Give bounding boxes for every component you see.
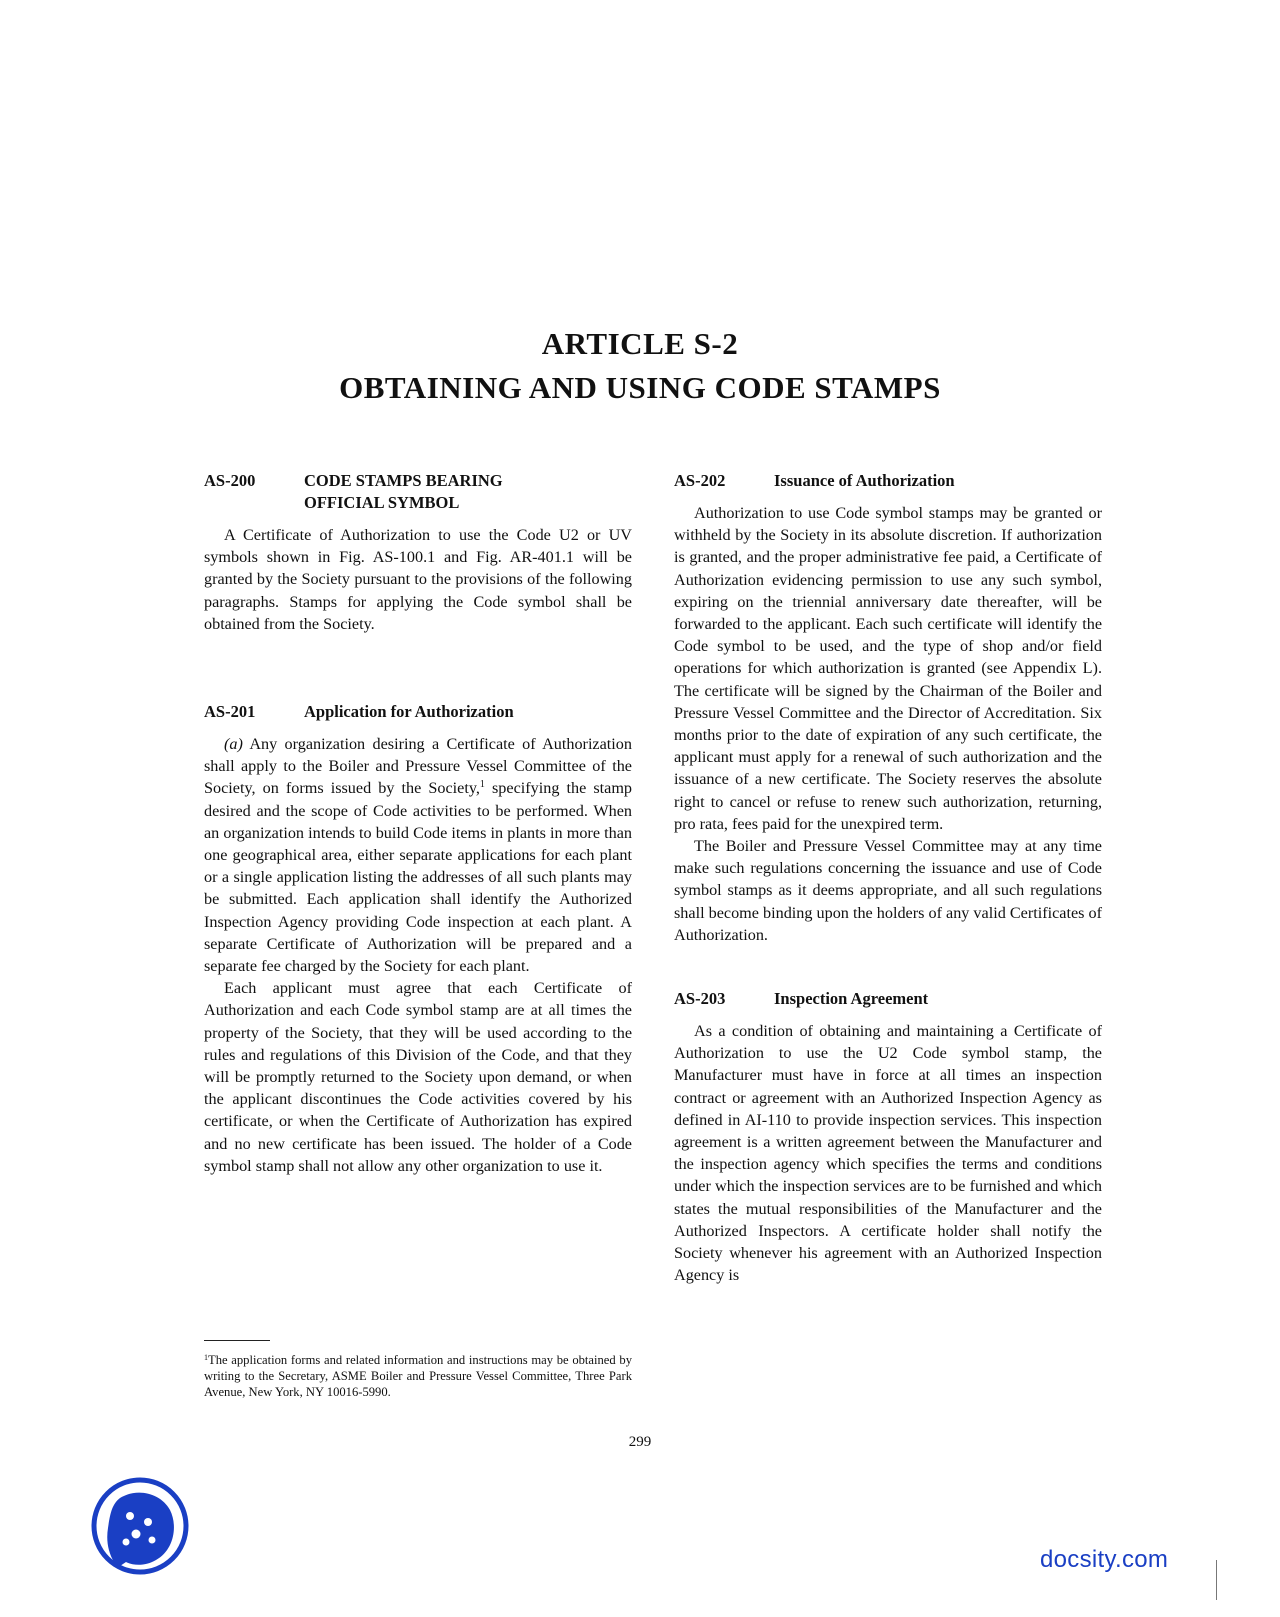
- footnote-ref[interactable]: 1: [479, 779, 485, 791]
- page-number: 299: [628, 1434, 652, 1450]
- section-title: Inspection Agreement: [774, 989, 929, 1009]
- right-column: [674, 470, 1102, 1287]
- section-number: AS-203: [674, 989, 726, 1009]
- section-title: Issuance of Authorization: [774, 471, 955, 490]
- paragraph-label: (a): [224, 735, 243, 754]
- footnote-mark: 1: [204, 1353, 208, 1362]
- article-number: ARTICLE S-2: [541, 326, 739, 361]
- paragraph: The Boiler and Pressure Vessel Committee may at any time make such regulations concerning the issuance and use of Code symbol stamps as it deems appropriate, and all such regulations shall become binding upon the holders of any valid Certificates of Authorization.: [674, 837, 1102, 944]
- section-number: AS-201: [204, 702, 256, 722]
- section-heading-as202: [674, 470, 1102, 492]
- docsity-logo-icon[interactable]: [90, 1476, 190, 1581]
- paragraph: (a) Any organization desiring a Certificate of Authorization shall apply to the Boiler and Pressure Vessel Committee of the Society, on forms issued by the Society,$^1$ specifying the stamp desired and the scope of Code activities to be performed. When an organization intends to build Code items in plants in more than one geographical area, either separate applications for each plant or a single application listing the addresses of all such plants may be submitted. Each application shall identify the Authorized Inspection Agency providing Code inspection at each plant. A separate Certificate of Authorization will be prepared and a separate fee charged by the Society for each plant.: [204, 735, 633, 976]
- article-title: OBTAINING AND USING CODE STAMPS: [339, 370, 941, 405]
- section-heading-as201: [204, 701, 632, 723]
- section-title: Application for Authorization: [304, 702, 514, 722]
- page-edge-divider: [1216, 1560, 1217, 1600]
- section-number: AS-202: [674, 471, 726, 490]
- docsity-brand-link[interactable]: docsity.com: [1040, 1546, 1169, 1573]
- left-column: [204, 470, 632, 1177]
- section-heading-as200: [204, 470, 632, 514]
- paragraph: Each applicant must agree that each Certificate of Authorization and each Code symbol stamp are at all times the property of the Society, that they will be used according to the rules and regulations of this Division of the Code, and that they will be promptly returned to the Society upon demand, or when the applicant discontinues the Code activities covered by his certificate, or when the Certificate of Authorization has expired and no new certificate has been issued. The holder of a Code symbol stamp shall not allow any other organization to use it.: [204, 979, 632, 1175]
- paragraph: As a condition of obtaining and maintaining a Certificate of Authorization to use the U2 Code symbol stamp, the Manufacturer must have in force at all times an inspection contract or agreement with an Authorized Inspection Agency as defined in AI-110 to provide inspection services. This inspection agreement is a written agreement between the Manufacturer and the inspection agency which specifies the terms and conditions under which the inspection services are to be furnished and which states the mutual responsibilities of the Manufacturer and the Authorized Inspectors. A certificate holder shall notify the Society whenever his agreement with an Authorized Inspection Agency is: [674, 1022, 1102, 1285]
- footnote: $^1$The application forms and related information and instructions may be obtained by writing to the Secretary, ASME Boiler and Pressure Vessel Committee, Three Park Avenue, New York, NY 10016-5990.: [204, 1353, 632, 1399]
- section-number: AS-200: [204, 471, 256, 490]
- footnote-divider: [204, 1340, 270, 1341]
- paragraph: Authorization to use Code symbol stamps may be granted or withheld by the Society in its absolute discretion. If authorization is granted, and the proper administrative fee paid, a Certificate of Authorization evidencing permission to use any such symbol, expiring on the triennial anniversary date thereafter, will be forwarded to the applicant. Each such certificate will identify the Code symbol to be used, and the type of shop and/or field operations for which authorization is granted (see Appendix L). The certificate will be signed by the Chairman of the Boiler and Pressure Vessel Committee and the Director of Accreditation. Six months prior to the date of expiration of any such certificate, the applicant must apply for a renewal of such authorization and the issuance of a new certificate. The Society reserves the absolute right to cancel or refuse to renew such authorization, returning, pro rata, fees paid for the unexpired term.: [674, 504, 1102, 833]
- paragraph: A Certificate of Authorization to use the Code U2 or UV symbols shown in Fig. AS-100.1 and Fig. AR-401.1 will be granted by the Society pursuant to the provisions of the following paragraphs. Stamps for applying the Code symbol shall be obtained from the Society.: [204, 526, 632, 633]
- section-heading-as203: [674, 988, 1102, 1010]
- section-title: CODE STAMPS BEARING OFFICIAL SYMBOL: [304, 471, 503, 512]
